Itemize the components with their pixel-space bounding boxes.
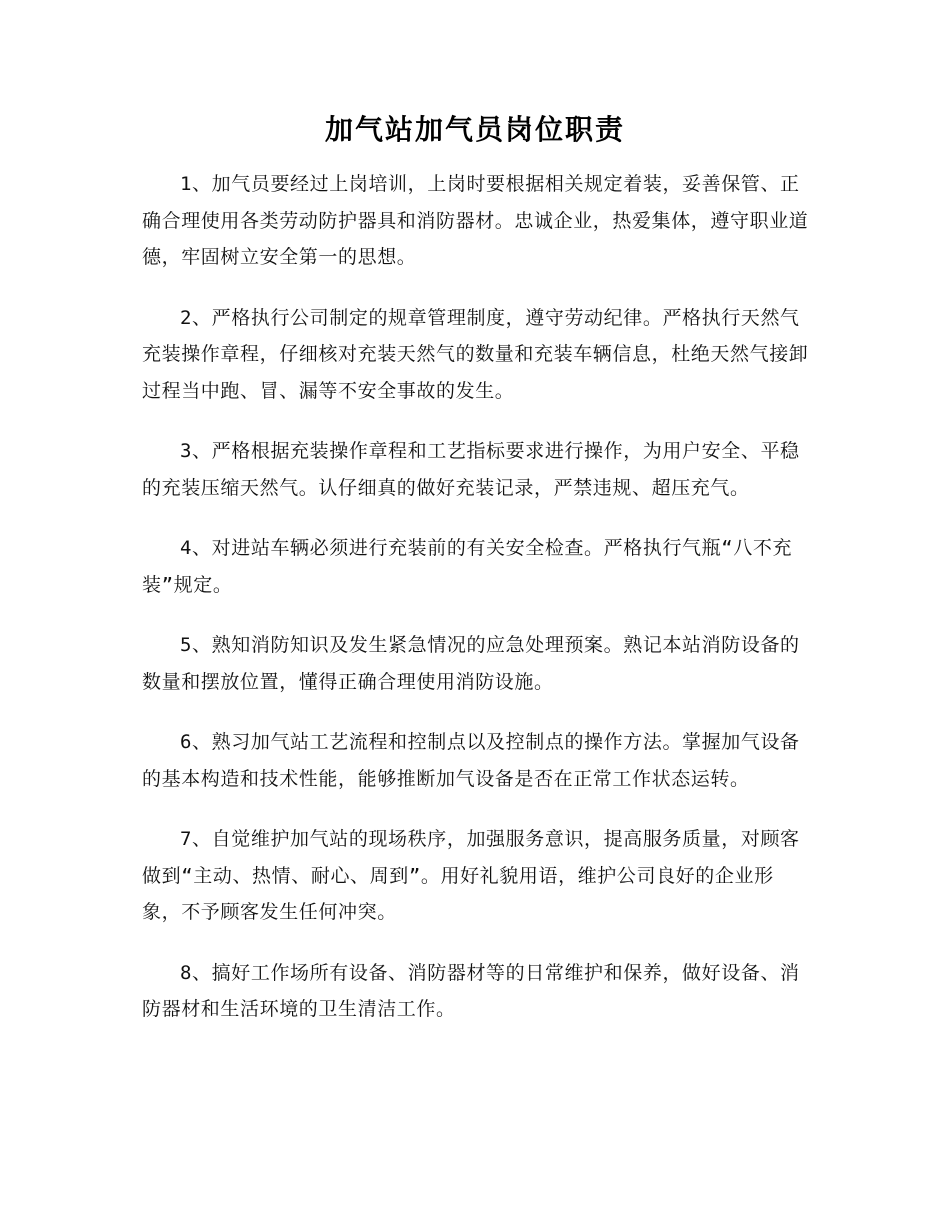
paragraph-3: 3、严格根据充装操作章程和工艺指标要求进行操作，为用户安全、平稳的充装压缩天然气。认仔细真的做好充装记录，严禁违规、超压充气。 [142,440,800,499]
document-title: 加气站加气员岗位职责 [324,113,625,146]
paragraph-1: 1、加气员要经过上岗培训，上岗时要根据相关规定着装，妥善保管、正确合理使用各类劳动防护器具和消防器材。忠诚企业，热爱集体，遵守职业道德，牢固树立安全第一的思想。 [142,173,809,268]
paragraph-7: 7、自觉维护加气站的现场秩序，加强服务意识，提高服务质量，对顾客做到“主动、热情、耐心、周到”。用好礼貌用语，维护公司良好的企业形象，不予顾客发生任何冲突。 [142,828,800,923]
paragraph-8: 8、搞好工作场所有设备、消防器材等的日常维护和保养，做好设备、消防器材和生活环境的卫生清洁工作。 [142,961,800,1020]
paragraph-6: 6、熟习加气站工艺流程和控制点以及控制点的操作方法。掌握加气设备的基本构造和技术性能，能够推断加气设备是否在正常工作状态运转。 [142,731,800,790]
paragraph-2: 2、严格执行公司制定的规章管理制度，遵守劳动纪律。严格执行天然气充装操作章程，仔细核对充装天然气的数量和充装车辆信息，杜绝天然气接卸过程当中跑、冒、漏等不安全事故的发生。 [142,306,809,402]
document-body [142,166,810,1052]
paragraph-4: 4、对进站车辆必须进行充装前的有关安全检查。严格执行气瓶“八不充装”规定。 [142,537,793,596]
paragraph-5: 5、熟知消防知识及发生紧急情况的应急处理预案。熟记本站消防设备的数量和摆放位置，懂得正确合理使用消防设施。 [142,634,800,693]
